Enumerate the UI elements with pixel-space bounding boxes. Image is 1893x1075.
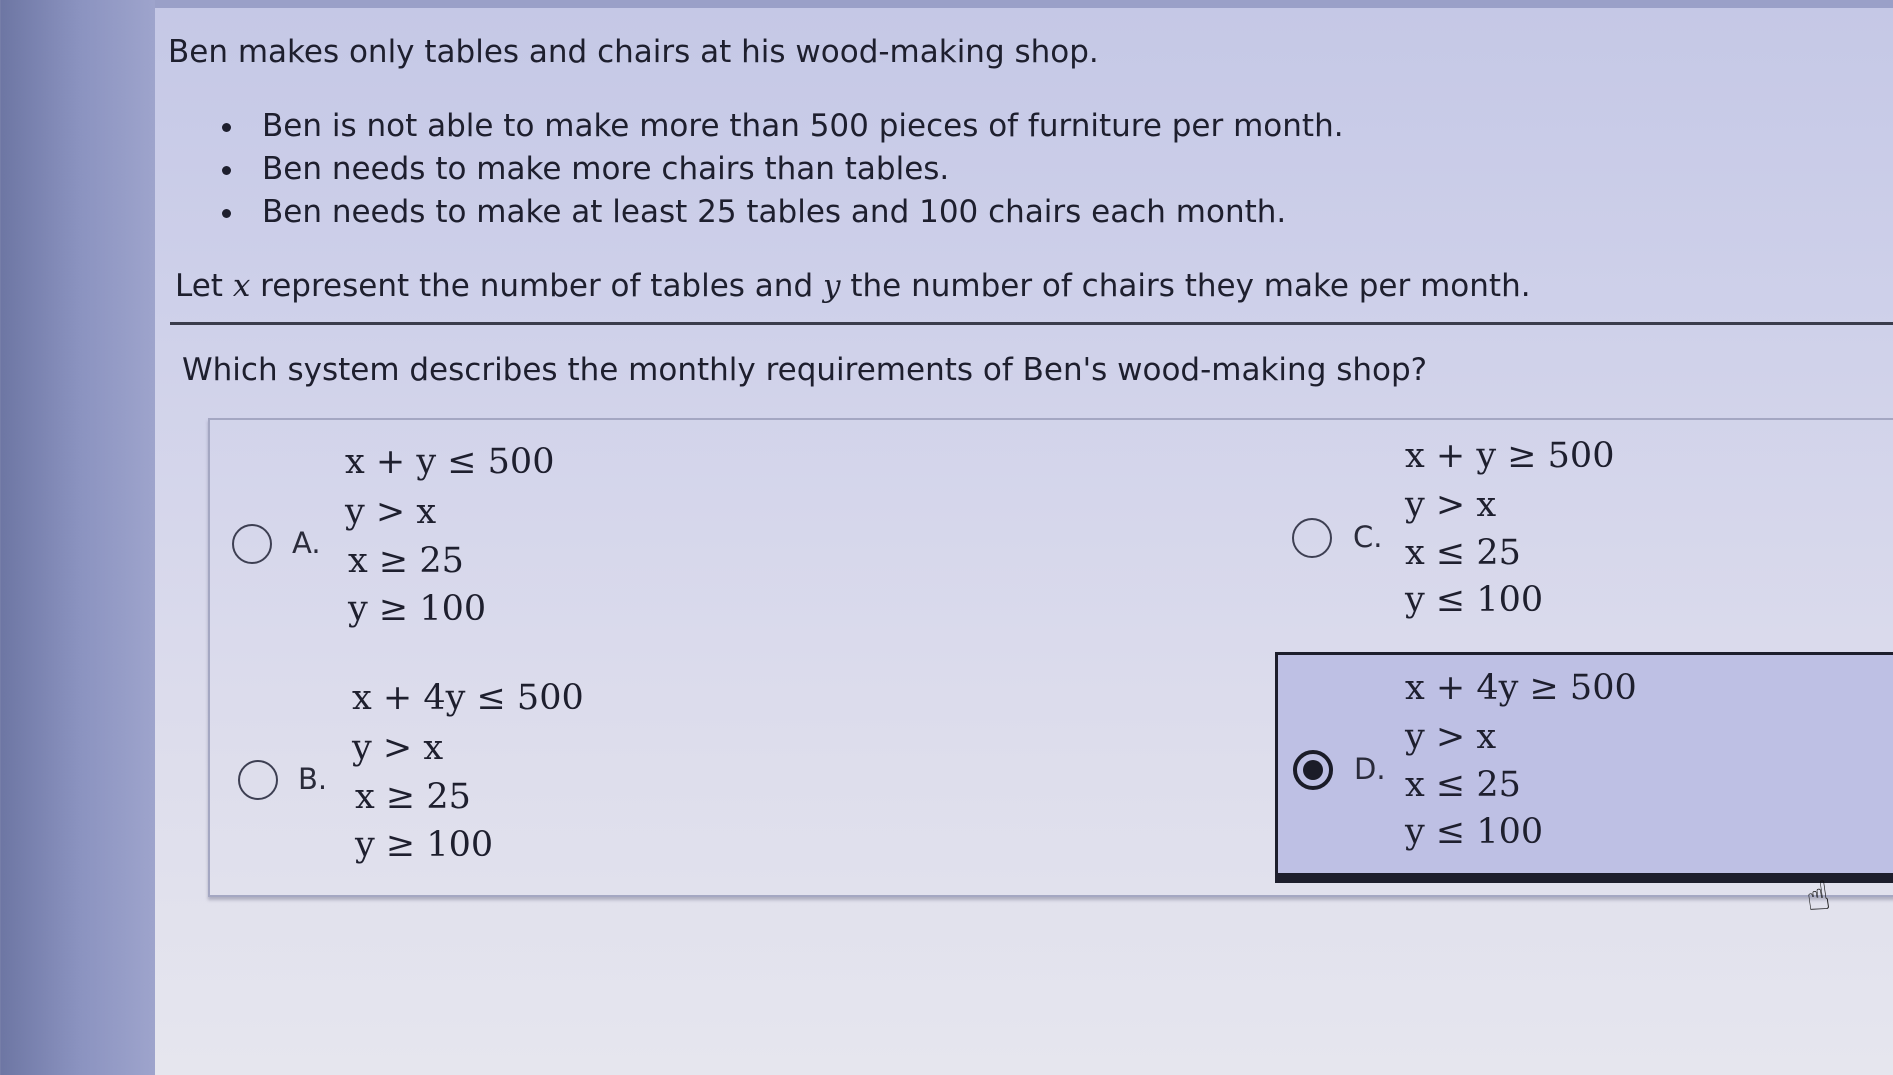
list-item: Ben needs to make at least 25 tables and 100 chairs each month. [218, 191, 1344, 234]
intro-text: Ben makes only tables and chairs at his wood-making shop. [168, 34, 1099, 70]
equation-line: y ≤ 100 [1405, 812, 1544, 852]
list-item: Ben is not able to make more than 500 pieces of furniture per month. [218, 105, 1344, 148]
choice-letter: A. [292, 526, 321, 560]
window-top-border [155, 0, 1893, 8]
choice-letter: B. [298, 762, 328, 796]
equation-line: y ≤ 100 [1405, 580, 1544, 620]
question-text: Which system describes the monthly requirements of Ben's wood-making shop? [182, 352, 1428, 388]
equation-line: x ≤ 25 [1405, 765, 1521, 805]
choice-letter: C. [1353, 520, 1383, 554]
equation-line: x ≤ 25 [1405, 533, 1521, 573]
radio-choice-d-selected[interactable] [1293, 750, 1333, 790]
list-item: Ben needs to make more chairs than tables. [218, 148, 1344, 191]
equation-line: y ≥ 100 [348, 589, 487, 629]
equation-line: x ≥ 25 [348, 541, 464, 581]
equation-line: x + 4y ≤ 500 [352, 678, 584, 718]
divider [170, 322, 1893, 325]
requirements-list [218, 105, 1344, 234]
equation-line: y > x [352, 728, 444, 768]
equation-line: x + y ≤ 500 [345, 442, 555, 482]
equation-line: y ≥ 100 [355, 825, 494, 865]
radio-choice-b[interactable] [238, 760, 278, 800]
radio-choice-a[interactable] [232, 524, 272, 564]
radio-choice-c[interactable] [1292, 518, 1332, 558]
equation-line: y > x [1405, 485, 1497, 525]
variable-definition: Let x represent the number of tables and y the number of chairs they make per month. [175, 268, 1531, 304]
equation-line: x + 4y ≥ 500 [1405, 668, 1637, 708]
equation-line: y > x [345, 492, 437, 532]
equation-line: x ≥ 25 [355, 777, 471, 817]
equation-line: y > x [1405, 717, 1497, 757]
hand-pointer-icon: ☝ [1802, 872, 1834, 922]
equation-line: x + y ≥ 500 [1405, 436, 1615, 476]
choice-letter: D. [1354, 752, 1386, 786]
